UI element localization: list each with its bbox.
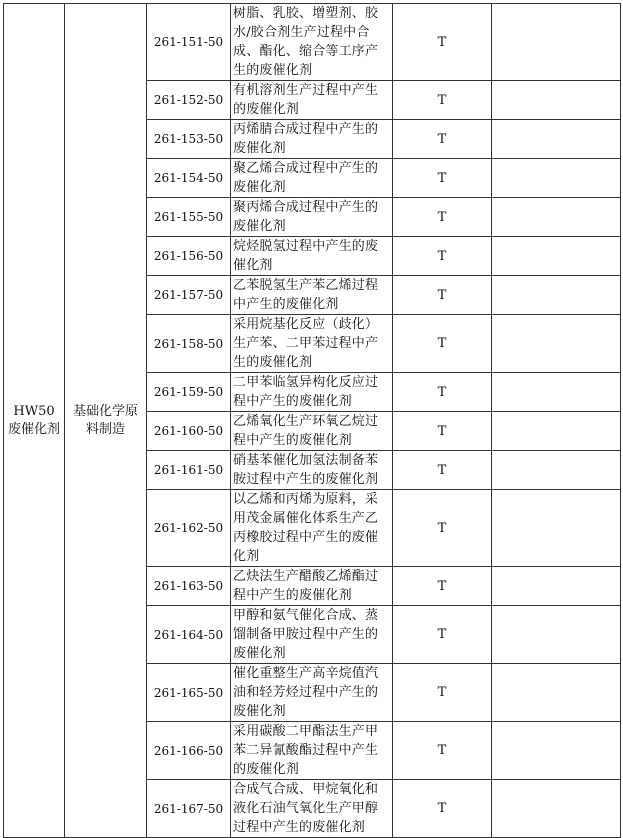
empty-cell (492, 276, 621, 315)
waste-description-cell: 聚丙烯合成过程中产生的废催化剂 (231, 198, 393, 237)
hazard-characteristic-cell: T (393, 120, 492, 159)
waste-description-cell: 乙苯脱氢生产苯乙烯过程中产生的废催化剂 (231, 276, 393, 315)
hazard-characteristic-cell: T (393, 237, 492, 276)
hazard-characteristic-cell: T (393, 412, 492, 451)
empty-cell (492, 4, 621, 81)
waste-code-cell: 261-161-50 (147, 451, 231, 490)
hazard-characteristic-cell: T (393, 664, 492, 722)
empty-cell (492, 567, 621, 606)
waste-description-cell: 乙炔法生产醋酸乙烯酯过程中产生的废催化剂 (231, 567, 393, 606)
waste-code-cell: 261-160-50 (147, 412, 231, 451)
hazard-characteristic-cell: T (393, 373, 492, 412)
waste-description-cell: 催化重整生产高辛烷值汽油和轻芳烃过程中产生的废催化剂 (231, 664, 393, 722)
waste-code-cell: 261-156-50 (147, 237, 231, 276)
hazardous-waste-table (3, 3, 621, 838)
empty-cell (492, 780, 621, 838)
industry-cell: 基础化学原料制造 (65, 4, 147, 838)
hazard-characteristic-cell: T (393, 606, 492, 664)
hazard-characteristic-cell: T (393, 159, 492, 198)
waste-code-cell: 261-153-50 (147, 120, 231, 159)
table-body (4, 4, 621, 838)
waste-code-cell: 261-157-50 (147, 276, 231, 315)
empty-cell (492, 722, 621, 780)
waste-description-cell: 烷烃脱氢过程中产生的废催化剂 (231, 237, 393, 276)
waste-code-cell: 261-162-50 (147, 490, 231, 567)
empty-cell (492, 451, 621, 490)
hazard-characteristic-cell: T (393, 276, 492, 315)
empty-cell (492, 159, 621, 198)
waste-description-cell: 树脂、乳胶、增塑剂、胶水/胶合剂生产过程中合成、酯化、缩合等工序产生的废催化剂 (231, 4, 393, 81)
waste-description-cell: 硝基苯催化加氢法制备苯胺过程中产生的废催化剂 (231, 451, 393, 490)
hazard-characteristic-cell: T (393, 4, 492, 81)
waste-code-cell: 261-159-50 (147, 373, 231, 412)
waste-description-cell: 以乙烯和丙烯为原料，采用茂金属催化体系生产乙丙橡胶过程中产生的废催化剂 (231, 490, 393, 567)
empty-cell (492, 664, 621, 722)
waste-code-cell: 261-164-50 (147, 606, 231, 664)
waste-description-cell: 聚乙烯合成过程中产生的废催化剂 (231, 159, 393, 198)
waste-category-cell: HW50 废催化剂 (4, 4, 65, 838)
empty-cell (492, 606, 621, 664)
waste-description-cell: 甲醇和氨气催化合成、蒸馏制备甲胺过程中产生的废催化剂 (231, 606, 393, 664)
empty-cell (492, 237, 621, 276)
hazard-characteristic-cell: T (393, 722, 492, 780)
empty-cell (492, 81, 621, 120)
waste-description-cell: 采用烷基化反应（歧化）生产苯、二甲苯过程中产生的废催化剂 (231, 315, 393, 373)
waste-description-cell: 乙烯氧化生产环氧乙烷过程中产生的废催化剂 (231, 412, 393, 451)
hazard-characteristic-cell: T (393, 451, 492, 490)
waste-code-cell: 261-167-50 (147, 780, 231, 838)
waste-description-cell: 采用碳酸二甲酯法生产甲苯二异氰酸酯过程中产生的废催化剂 (231, 722, 393, 780)
empty-cell (492, 412, 621, 451)
waste-code-cell: 261-154-50 (147, 159, 231, 198)
waste-code-cell: 261-165-50 (147, 664, 231, 722)
hazard-characteristic-cell: T (393, 198, 492, 237)
empty-cell (492, 198, 621, 237)
empty-cell (492, 315, 621, 373)
empty-cell (492, 490, 621, 567)
waste-description-cell: 合成气合成、甲烷氧化和液化石油气氧化生产甲醇过程中产生的废催化剂 (231, 780, 393, 838)
waste-code-cell: 261-151-50 (147, 4, 231, 81)
waste-code-cell: 261-158-50 (147, 315, 231, 373)
hazard-characteristic-cell: T (393, 315, 492, 373)
waste-code-cell: 261-152-50 (147, 81, 231, 120)
empty-cell (492, 373, 621, 412)
empty-cell (492, 120, 621, 159)
hazard-characteristic-cell: T (393, 780, 492, 838)
waste-description-cell: 丙烯腈合成过程中产生的废催化剂 (231, 120, 393, 159)
waste-code-cell: 261-163-50 (147, 567, 231, 606)
waste-description-cell: 二甲苯临氢异构化反应过程中产生的废催化剂 (231, 373, 393, 412)
waste-code-cell: 261-155-50 (147, 198, 231, 237)
waste-code-cell: 261-166-50 (147, 722, 231, 780)
hazard-characteristic-cell: T (393, 490, 492, 567)
waste-description-cell: 有机溶剂生产过程中产生的废催化剂 (231, 81, 393, 120)
hazard-characteristic-cell: T (393, 567, 492, 606)
table-row (4, 4, 621, 81)
hazard-characteristic-cell: T (393, 81, 492, 120)
